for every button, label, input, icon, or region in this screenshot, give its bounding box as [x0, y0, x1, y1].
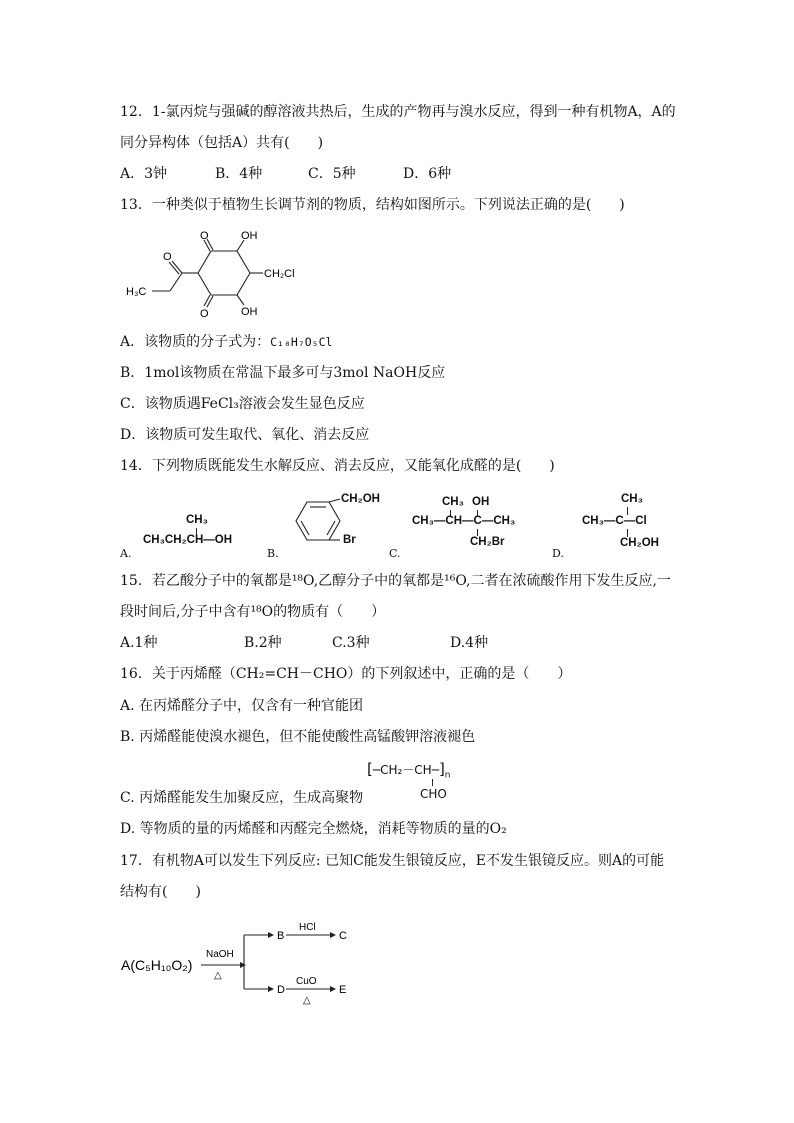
q14-label-b: B.: [267, 547, 279, 560]
q17-compound-e: E: [339, 984, 347, 996]
q12-option-d: D．6种: [403, 166, 452, 182]
q15-line2: 段时间后,分子中含有¹⁸O的物质有（ ）: [120, 604, 386, 620]
q13-option-c: C．该物质遇FeCl₃溶液会发生显色反应: [120, 396, 365, 412]
q17-line2: 结构有( ): [120, 884, 201, 900]
q14-c-main: CH₃—CH—C—CH₃: [412, 515, 516, 527]
q14-a-ch3: CH₃: [186, 514, 208, 526]
q17-delta: △: [214, 970, 222, 981]
q17-delta2: △: [303, 995, 311, 1005]
q13-option-a-prefix: A．该物质的分子式为：: [120, 334, 271, 350]
q16-option-b: B. 丙烯醛能使溴水褪色，但不能使酸性高锰酸钾溶液褪色: [120, 729, 476, 745]
q12-options: [120, 164, 620, 184]
q14-c-bottom: CH₂Br: [470, 536, 505, 548]
q12-option-c: C．5种: [308, 166, 356, 182]
q14-d-main: CH₃—C—Cl: [582, 515, 647, 527]
q16-stem: 16．关于丙烯醛（CH₂=CH－CHO）的下列叙述中，正确的是（ ）: [120, 666, 572, 682]
q16-polymer-bond: [432, 779, 433, 786]
q16-polymer-chain: $[─CH_2-CH─]_n$: [367, 760, 451, 781]
q12-stem-line1: 12．1-氯丙烷与强碱的醇溶液共热后，生成的产物再与溴水反应，得到一种有机物A，A的: [120, 104, 676, 120]
q14-label-d: D.: [552, 547, 564, 560]
q15-option-b: B.2种: [244, 635, 282, 651]
q17-compound-a: A(C₅H₁₀O₂): [121, 957, 193, 973]
q15-line1: 15．若乙酸分子中的氧都是¹⁸O,乙醇分子中的氧都是¹⁶O,二者在浓硫酸作用下发生反应,一: [120, 573, 671, 589]
q13-option-d: D．该物质可发生取代、氧化、消去反应: [120, 427, 370, 443]
q17-compound-c: C: [339, 930, 347, 942]
q13-option-a-formula: C₁₀H₇O₅Cl: [270, 335, 333, 349]
q14-d-bond1: [627, 507, 628, 515]
q13-o-bottom: O: [200, 308, 209, 317]
q13-stem: 13．一种类似于植物生长调节剂的物质，结构如图所示。下列说法正确的是( ): [120, 197, 625, 213]
q16-option-d: D. 等物质的量的丙烯醛和丙醛完全燃烧，消耗等物质的量的O₂: [120, 821, 507, 837]
q17-naoh: NaOH: [206, 949, 234, 960]
q12-option-a: A．3钟: [120, 166, 168, 182]
q14-c-oh: OH: [472, 496, 490, 508]
q16-polymer-chain-text: ─CH₂－CH─: [372, 763, 439, 777]
q13-o-side: O: [163, 251, 172, 263]
q13-oh-top: OH: [241, 230, 258, 242]
q17-reaction-scheme: [118, 915, 378, 1005]
q14-a-main: CH₃CH₂CH—OH: [143, 534, 233, 546]
q15-option-a: A.1种: [120, 635, 158, 651]
q14-label-a: A.: [120, 547, 132, 560]
q12-stem-line2: 同分异构体（包括A）共有( ): [120, 135, 324, 151]
q13-structure: [120, 225, 320, 317]
q14-c-ch3: CH₃: [442, 496, 464, 508]
q15-option-c: C.3种: [332, 635, 370, 651]
q14-d-bond2: [627, 529, 628, 537]
q14-b-br: Br: [343, 534, 356, 546]
q13-option-a: [120, 332, 332, 352]
q13-option-b: B．1mol该物质在常温下最多可与3mol NaOH反应: [120, 365, 446, 381]
q12-option-b: B．4种: [215, 166, 263, 182]
q17-hcl: HCl: [299, 922, 316, 933]
q13-o-top: O: [200, 230, 209, 242]
q16-option-c: C. 丙烯醛能发生加聚反应，生成高聚物: [120, 790, 364, 806]
q17-line1: 17．有机物A可以发生下列反应: 已知C能发生银镜反应，E不发生银镜反应。则A的可能: [120, 853, 665, 869]
q16-polymer-cho: CHO: [420, 787, 447, 801]
q14-stem: 14．下列物质既能发生水解反应、消去反应，又能氧化成醛的是( ): [120, 458, 555, 474]
q14-c-bond3: [477, 529, 478, 536]
q17-cuo: CuO: [296, 976, 317, 987]
q14-d-ch3: CH₃: [621, 493, 643, 505]
q14-d-bottom: CH₂OH: [620, 537, 659, 549]
q15-options: [120, 633, 620, 653]
q13-ch2cl: CH₂Cl: [264, 268, 295, 280]
q16-polymer-n: n: [444, 770, 451, 781]
q15-option-d: D.4种: [450, 635, 489, 651]
q13-h3c: H₃C: [126, 286, 147, 298]
q14-label-c: C.: [389, 547, 401, 560]
q17-compound-d: D: [277, 984, 285, 996]
q16-option-a: A. 在丙烯醛分子中，仅含有一种官能团: [120, 698, 364, 714]
q13-oh-bottom: OH: [241, 306, 258, 317]
q14-b-ch2oh: CH₂OH: [341, 493, 380, 505]
q17-compound-b: B: [277, 930, 285, 942]
